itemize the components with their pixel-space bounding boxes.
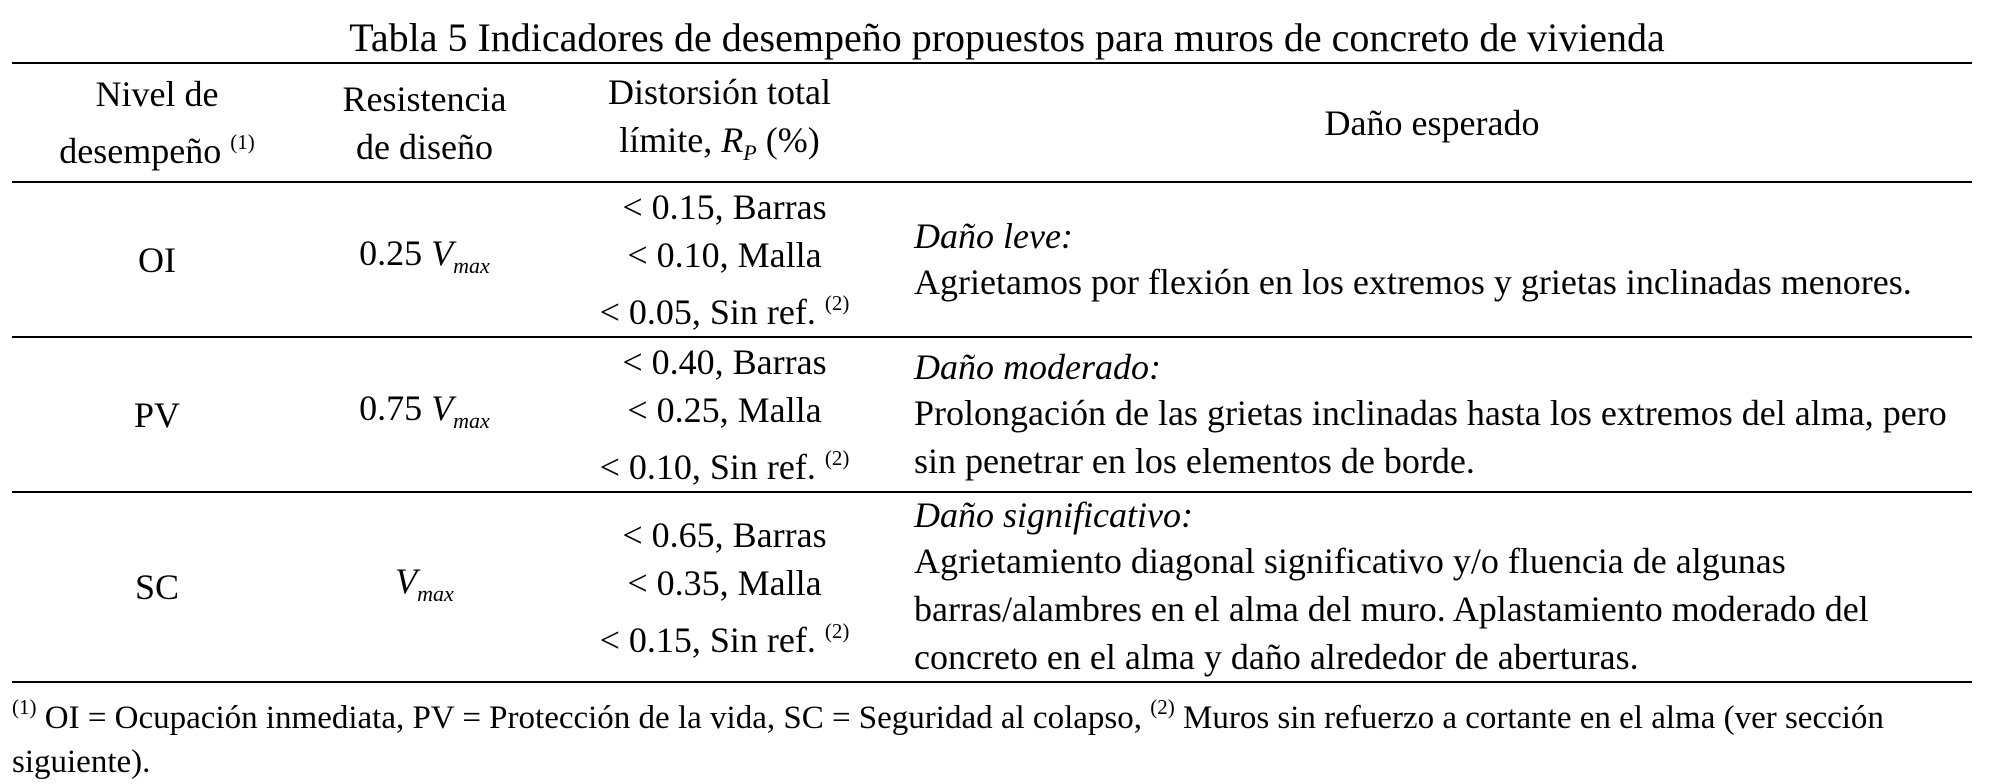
header-row xyxy=(12,63,1972,182)
resistencia-subscript: max xyxy=(453,253,490,278)
header-distorsion-unit: (%) xyxy=(756,120,820,160)
cell-nivel: OI xyxy=(138,239,176,280)
table-row xyxy=(12,492,1972,682)
resistencia-symbol: V xyxy=(431,388,454,428)
header-resistencia xyxy=(302,63,547,182)
resistencia-coef: 0.75 xyxy=(359,388,432,428)
performance-table xyxy=(12,62,1972,683)
dist-sin-ref: < 0.10, Sin ref. xyxy=(599,447,825,487)
footnote-ref-2: (2) xyxy=(824,291,850,315)
cell-dano xyxy=(892,492,1972,682)
footnote-ref-2: (2) xyxy=(824,446,850,470)
footnote-mark-1: (1) xyxy=(12,695,37,719)
dist-sin-ref: < 0.05, Sin ref. xyxy=(599,292,825,332)
dano-text: Prolongación de las grietas inclinadas hasta los extremos del alma, pero sin penetrar en los elementos de borde. xyxy=(914,392,1947,481)
dist-sin-ref: < 0.15, Sin ref. xyxy=(599,619,825,660)
dano-text: Agrietamos por flexión en los extremos y grietas inclinadas menores. xyxy=(914,261,1912,302)
footnote-ref-1: (1) xyxy=(230,130,255,154)
footnote-text-2: Muros sin refuerzo a cortante en el alma (ver sección siguiente). xyxy=(12,700,1884,780)
dist-barras: < 0.15, Barras xyxy=(622,187,827,227)
header-nivel-line2: desempeño xyxy=(59,131,222,171)
header-distorsion-limite: límite, xyxy=(619,120,722,160)
cell-distorsion xyxy=(547,337,892,492)
table-row xyxy=(12,337,1972,492)
header-distorsion-line1: Distorsión total xyxy=(608,72,831,112)
dist-malla: < 0.25, Malla xyxy=(627,390,822,430)
header-nivel-line1: Nivel de xyxy=(95,74,219,114)
table-row xyxy=(12,182,1972,337)
header-dano: Daño esperado xyxy=(1324,102,1540,143)
dist-barras: < 0.40, Barras xyxy=(622,342,827,382)
resistencia-subscript: max xyxy=(417,580,454,606)
header-resistencia-line1: Resistencia xyxy=(342,78,507,119)
cell-distorsion xyxy=(547,492,892,682)
cell-resistencia xyxy=(302,492,547,682)
cell-nivel: PV xyxy=(133,394,181,435)
header-nivel xyxy=(12,63,302,182)
header-distorsion xyxy=(547,63,892,182)
dano-title: Daño leve: xyxy=(914,215,1073,256)
footnote-text-1: OI = Ocupación inmediata, PV = Protección de la vida, SC = Seguridad al colapso, xyxy=(36,700,1151,736)
table-footnote xyxy=(12,683,1987,784)
resistencia-coef: 0.25 xyxy=(359,233,432,273)
header-distorsion-symbol: R xyxy=(721,120,744,160)
cell-nivel: SC xyxy=(134,567,180,607)
dist-malla: < 0.10, Malla xyxy=(627,235,822,275)
resistencia-subscript: max xyxy=(453,408,490,433)
dist-barras: < 0.65, Barras xyxy=(622,514,827,555)
header-distorsion-subscript: P xyxy=(743,140,757,165)
dano-title: Daño moderado: xyxy=(914,346,1161,387)
table-document xyxy=(12,0,2002,784)
dano-text: Agrietamiento diagonal significativo y/o fluencia de algunas barras/alambres en el alma del muro. Aplastamiento moderado del concreto en el alma y daño alrededor de aberturas. xyxy=(914,541,1869,677)
cell-distorsion xyxy=(547,182,892,337)
cell-resistencia xyxy=(302,337,547,492)
dano-title: Daño significativo: xyxy=(914,495,1193,535)
resistencia-symbol: V xyxy=(431,233,454,273)
footnote-mark-2: (2) xyxy=(1150,695,1175,719)
cell-dano xyxy=(892,182,1972,337)
dist-malla: < 0.35, Malla xyxy=(627,562,822,603)
table-title: Tabla 5 Indicadores de desempeño propuestos para muros de concreto de vivienda xyxy=(349,15,1665,60)
header-resistencia-line2: de diseño xyxy=(356,126,493,167)
resistencia-symbol: V xyxy=(395,560,418,601)
cell-resistencia xyxy=(302,182,547,337)
footnote-ref-2: (2) xyxy=(824,618,850,643)
cell-dano xyxy=(892,337,1972,492)
